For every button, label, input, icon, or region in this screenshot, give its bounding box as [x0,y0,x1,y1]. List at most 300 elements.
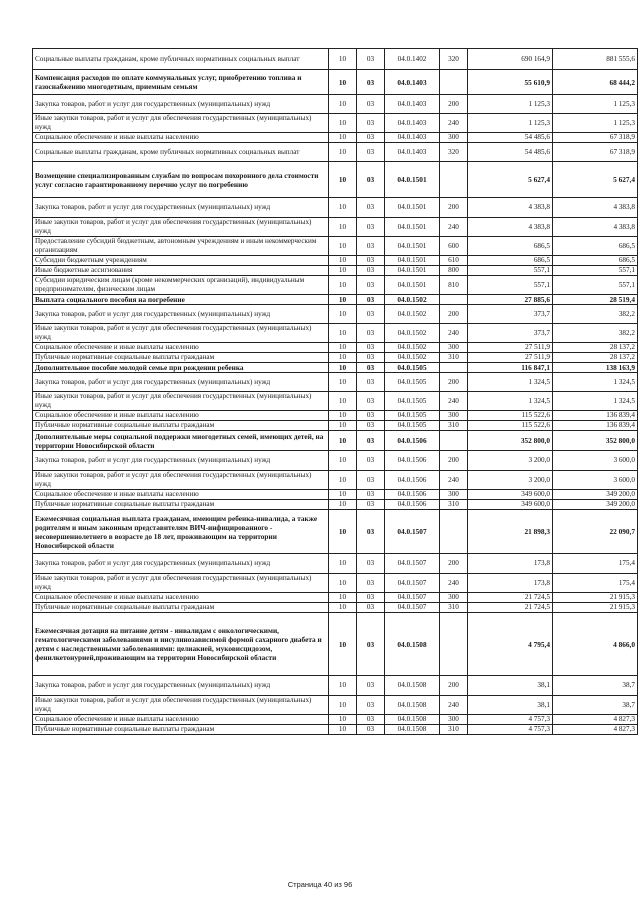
cell-expense-type: 200 [440,451,468,471]
cell-amount-year2: 1 125,3 [553,95,638,114]
cell-expense-type: 200 [440,305,468,324]
cell-amount-year2: 557,1 [553,276,638,295]
cell-target-article: 04.0.1501 [385,266,440,276]
cell-amount-year1: 21 898,3 [468,510,553,554]
cell-target-article: 04.0.1403 [385,133,440,143]
cell-target-article: 04.0.1507 [385,593,440,603]
cell-amount-year1: 27 885,6 [468,295,553,305]
cell-amount-year2: 1 324,5 [553,392,638,411]
cell-expense-type [440,431,468,451]
table-row [33,451,638,471]
cell-expense-type: 310 [440,725,468,735]
cell-amount-year2: 3 600,0 [553,451,638,471]
cell-expense-type: 300 [440,343,468,353]
table-row [33,237,638,256]
cell-subsection: 03 [357,554,385,574]
cell-subsection: 03 [357,70,385,95]
cell-target-article: 04.0.1502 [385,324,440,343]
cell-target-article: 04.0.1501 [385,162,440,198]
cell-target-article: 04.0.1508 [385,715,440,725]
cell-amount-year1: 557,1 [468,276,553,295]
table-row [33,373,638,392]
cell-target-article: 04.0.1403 [385,114,440,133]
cell-name: Социальное обеспечение и иные выплаты населению [33,593,329,603]
table-row [33,324,638,343]
cell-expense-type: 200 [440,95,468,114]
cell-amount-year2: 3 600,0 [553,471,638,490]
cell-amount-year2: 138 163,9 [553,363,638,373]
cell-amount-year1: 4 383,8 [468,218,553,237]
cell-name: Иные закупки товаров, работ и услуг для обеспечения государственных (муниципальных) нужд [33,574,329,593]
table-row-heading [33,613,638,676]
table-row [33,343,638,353]
cell-name: Социальное обеспечение и иные выплаты населению [33,133,329,143]
cell-amount-year1: 686,5 [468,256,553,266]
cell-target-article: 04.0.1502 [385,305,440,324]
table-row [33,49,638,70]
cell-amount-year2: 382,2 [553,324,638,343]
cell-target-article: 04.0.1505 [385,392,440,411]
cell-amount-year1: 349 600,0 [468,500,553,510]
table-row [33,266,638,276]
cell-expense-type: 300 [440,490,468,500]
cell-amount-year1: 115 522,6 [468,411,553,421]
table-row-heading [33,70,638,95]
cell-name: Закупка товаров, работ и услуг для государственных (муниципальных) нужд [33,373,329,392]
cell-target-article: 04.0.1502 [385,295,440,305]
cell-amount-year2: 881 555,6 [553,49,638,70]
cell-target-article: 04.0.1506 [385,451,440,471]
cell-section: 10 [329,603,357,613]
cell-name: Ежемесячная дотация на питание детям - инвалидам с онкологическими, гематологическими заболеваниями и инсулинозависимой формой сахарного диабета и детям с наследственными заболеваниями: целиакией, муковисцидозом, фенилкетонурией,проживающим на территории Новосибирской области [33,613,329,676]
table-row [33,603,638,613]
cell-target-article: 04.0.1501 [385,198,440,218]
cell-subsection: 03 [357,500,385,510]
cell-amount-year1: 1 324,5 [468,392,553,411]
cell-amount-year2: 382,2 [553,305,638,324]
cell-amount-year1: 3 200,0 [468,451,553,471]
cell-name: Закупка товаров, работ и услуг для государственных (муниципальных) нужд [33,305,329,324]
cell-section: 10 [329,95,357,114]
cell-name: Публичные нормативные социальные выплаты гражданам [33,500,329,510]
table-row [33,114,638,133]
cell-section: 10 [329,143,357,162]
cell-amount-year2: 1 125,3 [553,114,638,133]
cell-expense-type: 310 [440,500,468,510]
cell-subsection: 03 [357,143,385,162]
cell-section: 10 [329,574,357,593]
cell-target-article: 04.0.1506 [385,500,440,510]
cell-name: Субсидии бюджетным учреждениям [33,256,329,266]
cell-amount-year1: 4 757,3 [468,715,553,725]
cell-amount-year1: 373,7 [468,305,553,324]
table-row [33,471,638,490]
cell-name: Иные закупки товаров, работ и услуг для обеспечения государственных (муниципальных) нужд [33,114,329,133]
cell-target-article: 04.0.1508 [385,696,440,715]
cell-target-article: 04.0.1501 [385,256,440,266]
table-row [33,256,638,266]
cell-section: 10 [329,554,357,574]
cell-name: Субсидии юридическим лицам (кроме некоммерческих организаций), индивидуальным предпринимателям, физическим лицам [33,276,329,295]
cell-section: 10 [329,510,357,554]
cell-expense-type: 240 [440,471,468,490]
table-row [33,554,638,574]
cell-target-article: 04.0.1403 [385,143,440,162]
table-row [33,411,638,421]
cell-expense-type: 800 [440,266,468,276]
cell-amount-year2: 68 444,2 [553,70,638,95]
cell-amount-year2: 352 800,0 [553,431,638,451]
cell-amount-year2: 38,7 [553,696,638,715]
cell-subsection: 03 [357,162,385,198]
cell-amount-year1: 1 125,3 [468,114,553,133]
cell-name: Иные закупки товаров, работ и услуг для обеспечения государственных (муниципальных) нужд [33,696,329,715]
cell-amount-year1: 115 522,6 [468,421,553,431]
cell-amount-year1: 1 324,5 [468,373,553,392]
cell-section: 10 [329,162,357,198]
cell-amount-year1: 38,1 [468,696,553,715]
cell-expense-type [440,70,468,95]
cell-section: 10 [329,613,357,676]
cell-expense-type [440,613,468,676]
cell-section: 10 [329,276,357,295]
cell-expense-type: 310 [440,353,468,363]
cell-section: 10 [329,471,357,490]
cell-name: Иные закупки товаров, работ и услуг для обеспечения государственных (муниципальных) нужд [33,218,329,237]
cell-target-article: 04.0.1501 [385,276,440,295]
cell-amount-year2: 557,1 [553,266,638,276]
cell-amount-year2: 4 866,0 [553,613,638,676]
cell-subsection: 03 [357,613,385,676]
cell-subsection: 03 [357,133,385,143]
table-row [33,574,638,593]
cell-expense-type: 200 [440,198,468,218]
cell-name: Иные закупки товаров, работ и услуг для обеспечения государственных (муниципальных) нужд [33,471,329,490]
cell-expense-type: 300 [440,593,468,603]
cell-subsection: 03 [357,421,385,431]
table-row-heading [33,363,638,373]
cell-target-article: 04.0.1403 [385,70,440,95]
cell-target-article: 04.0.1502 [385,343,440,353]
cell-amount-year1: 557,1 [468,266,553,276]
cell-amount-year1: 173,8 [468,554,553,574]
cell-expense-type: 240 [440,324,468,343]
cell-name: Закупка товаров, работ и услуг для государственных (муниципальных) нужд [33,95,329,114]
cell-amount-year2: 136 839,4 [553,411,638,421]
cell-amount-year2: 67 318,9 [553,133,638,143]
cell-section: 10 [329,421,357,431]
cell-subsection: 03 [357,392,385,411]
table-row [33,392,638,411]
cell-subsection: 03 [357,593,385,603]
cell-subsection: 03 [357,49,385,70]
cell-section: 10 [329,715,357,725]
cell-expense-type: 310 [440,603,468,613]
cell-section: 10 [329,353,357,363]
cell-subsection: 03 [357,114,385,133]
cell-section: 10 [329,451,357,471]
cell-amount-year1: 54 485,6 [468,133,553,143]
cell-subsection: 03 [357,373,385,392]
cell-expense-type: 300 [440,715,468,725]
cell-target-article: 04.0.1507 [385,554,440,574]
cell-amount-year2: 28 137,2 [553,343,638,353]
cell-amount-year1: 116 847,1 [468,363,553,373]
cell-target-article: 04.0.1502 [385,353,440,363]
cell-subsection: 03 [357,256,385,266]
cell-section: 10 [329,133,357,143]
cell-expense-type: 200 [440,676,468,696]
table-row [33,305,638,324]
cell-amount-year2: 28 137,2 [553,353,638,363]
cell-target-article: 04.0.1505 [385,363,440,373]
cell-target-article: 04.0.1508 [385,613,440,676]
cell-amount-year2: 175,4 [553,554,638,574]
table-row [33,676,638,696]
table-row [33,198,638,218]
cell-section: 10 [329,256,357,266]
cell-amount-year1: 21 724,5 [468,593,553,603]
cell-target-article: 04.0.1505 [385,421,440,431]
cell-expense-type: 320 [440,143,468,162]
cell-target-article: 04.0.1506 [385,471,440,490]
cell-section: 10 [329,593,357,603]
cell-amount-year1: 38,1 [468,676,553,696]
cell-section: 10 [329,295,357,305]
cell-amount-year2: 349 200,0 [553,500,638,510]
cell-subsection: 03 [357,603,385,613]
cell-section: 10 [329,70,357,95]
cell-name: Социальное обеспечение и иные выплаты населению [33,715,329,725]
table-row [33,696,638,715]
cell-section: 10 [329,324,357,343]
cell-section: 10 [329,218,357,237]
cell-name: Публичные нормативные социальные выплаты гражданам [33,421,329,431]
cell-amount-year2: 349 200,0 [553,490,638,500]
cell-subsection: 03 [357,198,385,218]
cell-amount-year1: 5 627,4 [468,162,553,198]
cell-section: 10 [329,725,357,735]
cell-name: Дополнительное пособие молодой семье при рождении ребенка [33,363,329,373]
cell-section: 10 [329,392,357,411]
table-row [33,725,638,735]
cell-name: Закупка товаров, работ и услуг для государственных (муниципальных) нужд [33,676,329,696]
table-row [33,500,638,510]
cell-subsection: 03 [357,363,385,373]
cell-section: 10 [329,373,357,392]
cell-expense-type: 200 [440,554,468,574]
cell-subsection: 03 [357,276,385,295]
cell-name: Иные закупки товаров, работ и услуг для обеспечения государственных (муниципальных) нужд [33,324,329,343]
cell-amount-year1: 27 511,9 [468,353,553,363]
cell-name: Социальные выплаты гражданам, кроме публичных нормативных социальных выплат [33,49,329,70]
cell-amount-year2: 4 827,3 [553,715,638,725]
cell-amount-year1: 349 600,0 [468,490,553,500]
cell-subsection: 03 [357,343,385,353]
table-row [33,133,638,143]
cell-target-article: 04.0.1507 [385,574,440,593]
cell-subsection: 03 [357,324,385,343]
cell-amount-year1: 54 485,6 [468,143,553,162]
cell-subsection: 03 [357,676,385,696]
table-row [33,95,638,114]
cell-expense-type [440,295,468,305]
cell-expense-type: 240 [440,392,468,411]
cell-name: Компенсация расходов по оплате коммунальных услуг, приобретению топлива и газоснабжению многодетным, приемным семьям [33,70,329,95]
table-row-heading [33,295,638,305]
cell-name: Иные закупки товаров, работ и услуг для обеспечения государственных (муниципальных) нужд [33,392,329,411]
cell-amount-year1: 27 511,9 [468,343,553,353]
cell-name: Социальное обеспечение и иные выплаты населению [33,411,329,421]
cell-expense-type [440,363,468,373]
cell-expense-type: 810 [440,276,468,295]
cell-name: Социальные выплаты гражданам, кроме публичных нормативных социальных выплат [33,143,329,162]
cell-subsection: 03 [357,715,385,725]
cell-expense-type: 300 [440,411,468,421]
table-row-heading [33,431,638,451]
cell-amount-year1: 352 800,0 [468,431,553,451]
cell-name: Публичные нормативные социальные выплаты гражданам [33,603,329,613]
cell-name: Социальное обеспечение и иные выплаты населению [33,490,329,500]
cell-subsection: 03 [357,411,385,421]
cell-amount-year1: 4 757,3 [468,725,553,735]
cell-subsection: 03 [357,696,385,715]
cell-amount-year2: 67 318,9 [553,143,638,162]
cell-subsection: 03 [357,266,385,276]
cell-expense-type: 240 [440,696,468,715]
cell-amount-year2: 4 827,3 [553,725,638,735]
table-row [33,218,638,237]
cell-target-article: 04.0.1508 [385,676,440,696]
cell-subsection: 03 [357,431,385,451]
cell-expense-type: 310 [440,421,468,431]
cell-name: Дополнительные меры социальной поддержки многодетных семей, имеющих детей, на территории Новосибирской области [33,431,329,451]
cell-amount-year2: 4 383,8 [553,218,638,237]
table-row [33,421,638,431]
cell-amount-year2: 5 627,4 [553,162,638,198]
cell-amount-year2: 686,5 [553,237,638,256]
cell-name: Социальное обеспечение и иные выплаты населению [33,343,329,353]
cell-target-article: 04.0.1501 [385,237,440,256]
cell-expense-type: 320 [440,49,468,70]
cell-expense-type: 600 [440,237,468,256]
cell-amount-year2: 175,4 [553,574,638,593]
cell-target-article: 04.0.1508 [385,725,440,735]
cell-target-article: 04.0.1403 [385,95,440,114]
cell-amount-year2: 21 915,3 [553,593,638,603]
table-row [33,143,638,162]
cell-name: Закупка товаров, работ и услуг для государственных (муниципальных) нужд [33,451,329,471]
cell-amount-year2: 136 839,4 [553,421,638,431]
cell-target-article: 04.0.1506 [385,490,440,500]
cell-target-article: 04.0.1402 [385,49,440,70]
cell-name: Возмещение специализированным службам по вопросам похоронного дела стоимости услуг согласно гарантированному перечню услуг по погребению [33,162,329,198]
cell-expense-type: 610 [440,256,468,266]
cell-section: 10 [329,676,357,696]
cell-section: 10 [329,411,357,421]
cell-expense-type: 240 [440,218,468,237]
cell-expense-type: 200 [440,373,468,392]
cell-expense-type [440,162,468,198]
cell-name: Предоставление субсидий бюджетным, автономным учреждениям и иным некоммерческим организациям [33,237,329,256]
cell-section: 10 [329,343,357,353]
cell-amount-year2: 21 915,3 [553,603,638,613]
cell-section: 10 [329,305,357,324]
cell-subsection: 03 [357,237,385,256]
page-number: Страница 40 из 96 [287,880,353,889]
cell-subsection: 03 [357,471,385,490]
cell-subsection: 03 [357,218,385,237]
cell-target-article: 04.0.1501 [385,218,440,237]
budget-table [32,48,638,735]
cell-name: Публичные нормативные социальные выплаты гражданам [33,725,329,735]
table-row [33,490,638,500]
cell-subsection: 03 [357,574,385,593]
cell-amount-year2: 1 324,5 [553,373,638,392]
cell-expense-type [440,510,468,554]
cell-amount-year1: 4 383,8 [468,198,553,218]
cell-section: 10 [329,500,357,510]
cell-section: 10 [329,431,357,451]
cell-amount-year2: 686,5 [553,256,638,266]
cell-section: 10 [329,198,357,218]
cell-section: 10 [329,237,357,256]
cell-name: Публичные нормативные социальные выплаты гражданам [33,353,329,363]
table-row [33,353,638,363]
cell-target-article: 04.0.1505 [385,373,440,392]
table-row [33,715,638,725]
table-row-heading [33,510,638,554]
cell-amount-year1: 55 610,9 [468,70,553,95]
cell-section: 10 [329,363,357,373]
cell-expense-type: 240 [440,114,468,133]
cell-amount-year2: 38,7 [553,676,638,696]
cell-amount-year2: 28 519,4 [553,295,638,305]
cell-amount-year1: 373,7 [468,324,553,343]
cell-target-article: 04.0.1506 [385,431,440,451]
cell-subsection: 03 [357,353,385,363]
cell-amount-year1: 4 795,4 [468,613,553,676]
table-row [33,593,638,603]
cell-amount-year1: 173,8 [468,574,553,593]
cell-amount-year1: 690 164,9 [468,49,553,70]
cell-amount-year1: 3 200,0 [468,471,553,490]
cell-section: 10 [329,696,357,715]
cell-subsection: 03 [357,490,385,500]
table-row-heading [33,162,638,198]
cell-amount-year1: 686,5 [468,237,553,256]
cell-section: 10 [329,490,357,500]
cell-target-article: 04.0.1507 [385,510,440,554]
cell-subsection: 03 [357,510,385,554]
cell-target-article: 04.0.1505 [385,411,440,421]
cell-amount-year1: 21 724,5 [468,603,553,613]
cell-section: 10 [329,266,357,276]
cell-subsection: 03 [357,725,385,735]
cell-amount-year2: 22 090,7 [553,510,638,554]
cell-name: Выплата социального пособия на погребение [33,295,329,305]
cell-section: 10 [329,114,357,133]
cell-expense-type: 240 [440,574,468,593]
cell-name: Ежемесячная социальная выплата гражданам, имеющим ребенка-инвалида, а также родителям и иным законным представителям ВИЧ-инфицированного - несовершеннолетнего в возрасте до 18 лет, проживающим на территории Новосибирской области [33,510,329,554]
table-row [33,276,638,295]
cell-subsection: 03 [357,451,385,471]
cell-amount-year2: 4 383,8 [553,198,638,218]
cell-subsection: 03 [357,305,385,324]
cell-name: Закупка товаров, работ и услуг для государственных (муниципальных) нужд [33,198,329,218]
cell-expense-type: 300 [440,133,468,143]
cell-section: 10 [329,49,357,70]
